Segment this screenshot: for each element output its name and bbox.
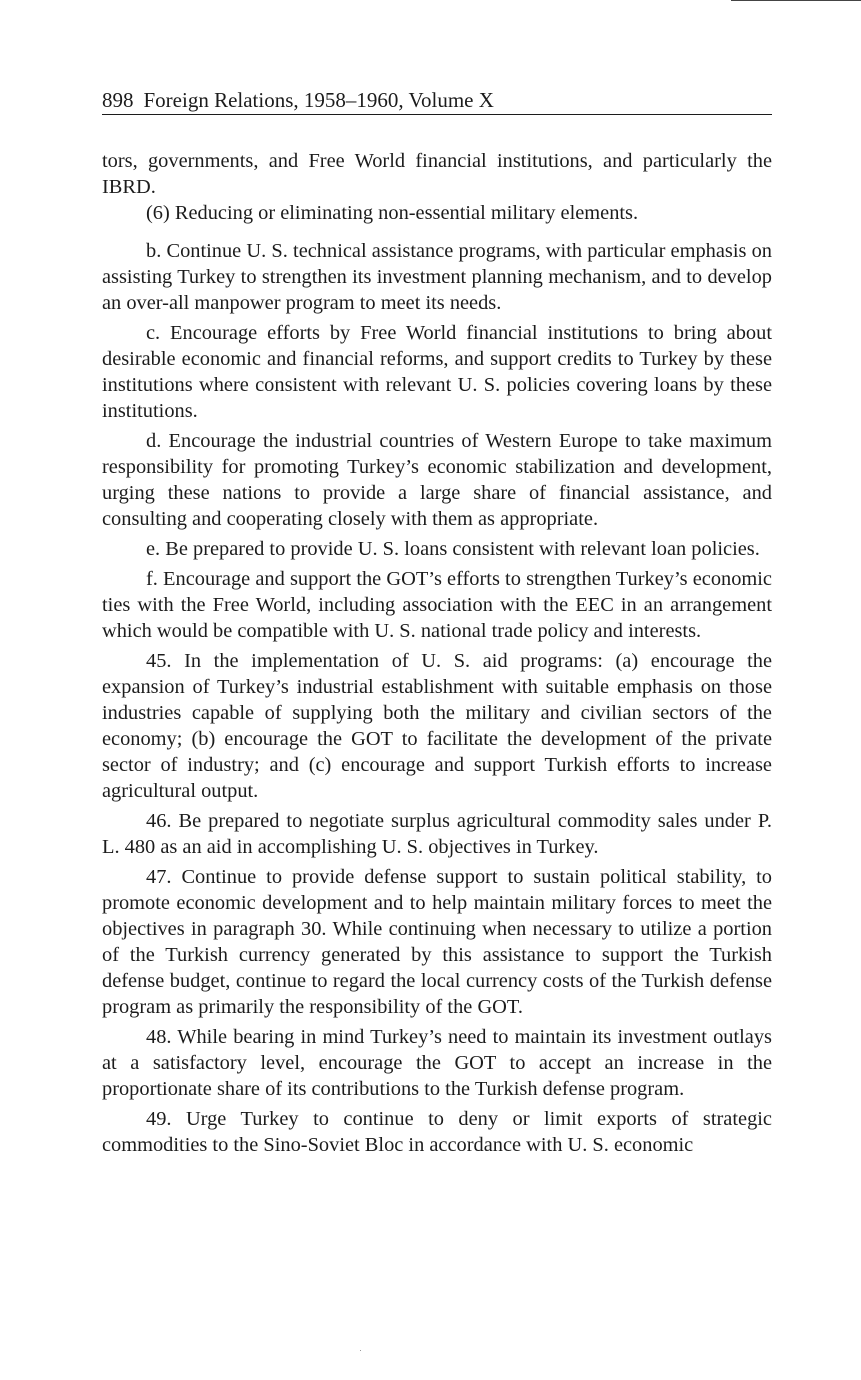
paragraph-d: d. Encourage the industrial countries of Western Europe to take maximum responsibility for promoting Turkey’s economic stabilization and development, urging these nations to provide a large share of financial assistance, and consulting and cooperating closely with them as appropriate.: [102, 430, 772, 530]
paragraph-continuation: tors, governments, and Free World financial institutions, and particularly the IBRD.: [102, 150, 772, 198]
running-title: Foreign Relations, 1958–1960, Volume X: [143, 88, 494, 112]
top-corner-rule: [731, 0, 861, 1]
paragraph-47: 47. Continue to provide defense support to sustain political stability, to promote economic development and to help maintain military forces to meet the objectives in paragraph 30. While continuing when necessary to utilize a portion of the Turkish currency generated by this assistance to support the Turkish defense budget, continue to regard the local currency costs of the Turkish defense program as primarily the responsibility of the GOT.: [102, 866, 772, 1018]
document-body: [102, 148, 772, 1162]
paragraph-45: 45. In the implementation of U. S. aid programs: (a) encourage the expansion of Turkey’s industrial establishment with suitable emphasis on those industries capable of supplying both the military and civilian sectors of the economy; (b) encourage the GOT to facilitate the development of the private sector of industry; and (c) encourage and support Turkish efforts to increase agricultural output.: [102, 650, 772, 802]
running-header: [102, 86, 772, 115]
paragraph-48: 48. While bearing in mind Turkey’s need to maintain its investment outlays at a satisfactory level, encourage the GOT to accept an increase in the proportionate share of its contributions to the Turkish defense program.: [102, 1026, 772, 1100]
paragraph-f: f. Encourage and support the GOT’s efforts to strengthen Turkey’s economic ties with the Free World, including association with the EEC in an arrangement which would be compatible with U. S. national trade policy and interests.: [102, 568, 772, 642]
paragraph-b: b. Continue U. S. technical assistance programs, with particular emphasis on assisting Turkey to strengthen its investment planning mechanism, and to develop an over-all manpower program to meet its needs.: [102, 240, 772, 314]
paragraph-e: e. Be prepared to provide U. S. loans consistent with relevant loan policies.: [146, 538, 760, 560]
scan-speck: [360, 1350, 361, 1351]
paragraph-c: c. Encourage efforts by Free World financial institutions to bring about desirable economic and financial reforms, and support credits to Turkey by these institutions where consistent with relevant U. S. policies covering loans by these institutions.: [102, 322, 772, 422]
page-number: 898: [102, 88, 134, 112]
paragraph-46: 46. Be prepared to negotiate surplus agricultural commodity sales under P. L. 480 as an aid in accomplishing U. S. objectives in Turkey.: [102, 810, 772, 858]
paragraph-49: 49. Urge Turkey to continue to deny or limit exports of strategic commodities to the Sino-Soviet Bloc in accordance with U. S. economic: [102, 1108, 772, 1156]
paragraph-item-6: (6) Reducing or eliminating non-essential military elements.: [146, 202, 639, 224]
